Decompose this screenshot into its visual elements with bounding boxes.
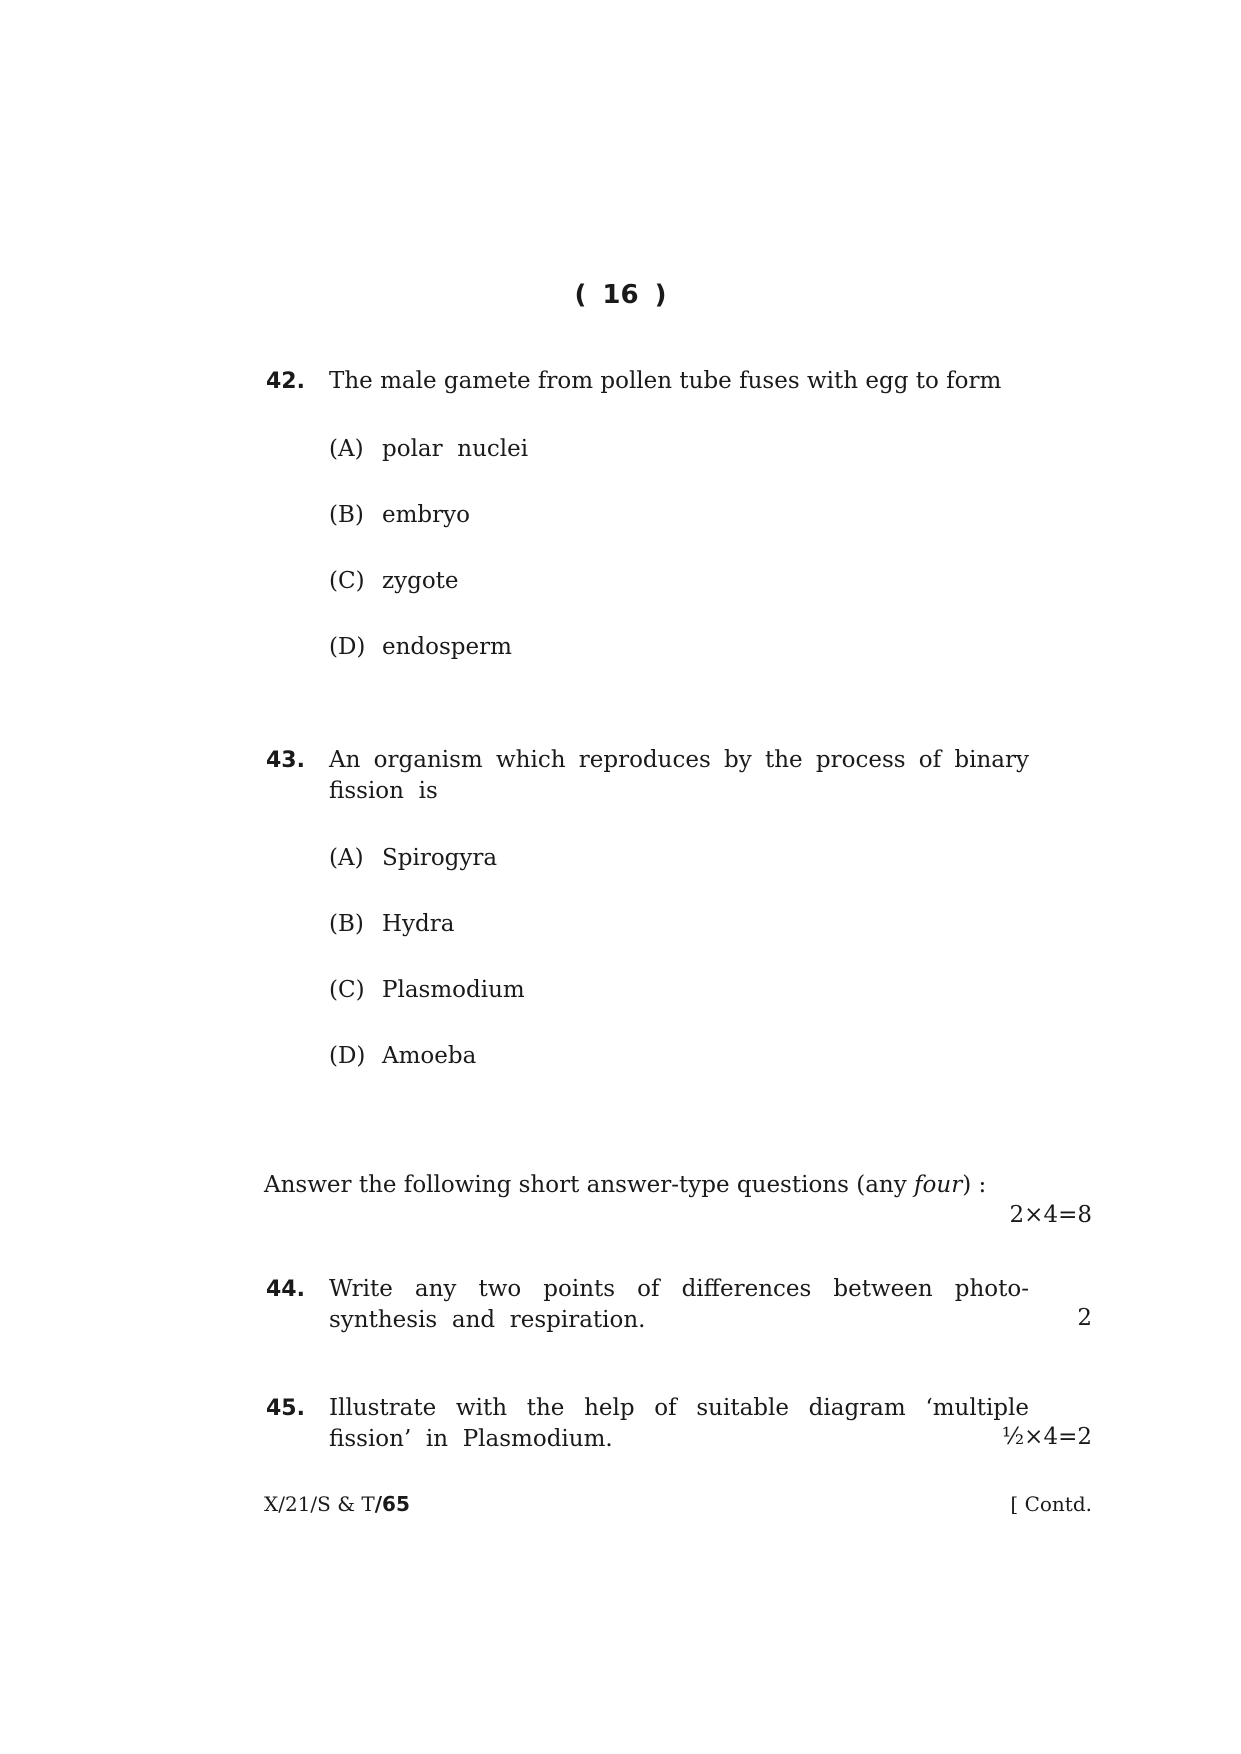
option-text: Spirogyra xyxy=(382,845,498,871)
question-45-number: 45. xyxy=(266,1396,305,1421)
section-marks: 2×4=8 xyxy=(1009,1202,1092,1228)
question-42-number: 42. xyxy=(266,369,305,394)
question-44-number: 44. xyxy=(266,1277,305,1302)
option-letter: (D) xyxy=(329,634,366,660)
instruction-text: Answer the following short answer-type questions (any xyxy=(264,1172,915,1198)
instruction-end: ) : xyxy=(962,1172,987,1198)
option-text: Hydra xyxy=(382,911,455,937)
question-43-option-c xyxy=(329,977,525,1003)
paper-code xyxy=(264,1492,410,1516)
option-text: Amoeba xyxy=(382,1043,477,1069)
option-text: embryo xyxy=(382,502,470,528)
option-letter: (B) xyxy=(329,911,364,937)
instruction-emphasis: four xyxy=(914,1172,963,1198)
question-43-line-1: An organism which reproduces by the process of binary xyxy=(329,747,1029,773)
question-43-text xyxy=(329,745,1029,807)
question-45-line-1: Illustrate with the help of suitable diagram ‘multiple xyxy=(329,1395,1029,1421)
question-43-option-a xyxy=(329,845,497,871)
option-text: endosperm xyxy=(382,634,512,660)
question-45-line-2: fission’ in Plasmodium. xyxy=(329,1426,613,1452)
page-number: ( 16 ) xyxy=(574,280,667,310)
question-43-number: 43. xyxy=(266,748,305,773)
question-43-option-b xyxy=(329,911,454,937)
option-letter: (B) xyxy=(329,502,364,528)
option-letter: (C) xyxy=(329,568,365,594)
paper-code-prefix: X/21/S & T xyxy=(264,1492,375,1516)
option-letter: (A) xyxy=(329,845,364,871)
question-42-text: The male gamete from pollen tube fuses with egg to form xyxy=(329,368,1002,394)
section-instruction xyxy=(264,1172,986,1198)
paper-code-suffix: /65 xyxy=(374,1492,410,1516)
option-letter: (C) xyxy=(329,977,365,1003)
continued-marker: [ Contd. xyxy=(1010,1492,1092,1516)
question-45-marks: ½×4=2 xyxy=(1001,1424,1092,1450)
question-44-text xyxy=(329,1274,1029,1336)
option-text: Plasmodium xyxy=(382,977,525,1003)
question-44-marks: 2 xyxy=(1077,1305,1092,1331)
option-text: polar nuclei xyxy=(382,436,529,462)
option-text: zygote xyxy=(382,568,459,594)
question-42-option-c xyxy=(329,568,459,594)
question-42-option-d xyxy=(329,634,512,660)
option-letter: (D) xyxy=(329,1043,366,1069)
question-42-option-b xyxy=(329,502,470,528)
question-43-line-2: fission is xyxy=(329,778,438,804)
question-45-text xyxy=(329,1393,1029,1455)
question-43-option-d xyxy=(329,1043,476,1069)
question-44-line-2: synthesis and respiration. xyxy=(329,1307,646,1333)
question-44-line-1: Write any two points of differences between photo- xyxy=(329,1276,1029,1302)
question-42-option-a xyxy=(329,436,528,462)
option-letter: (A) xyxy=(329,436,364,462)
